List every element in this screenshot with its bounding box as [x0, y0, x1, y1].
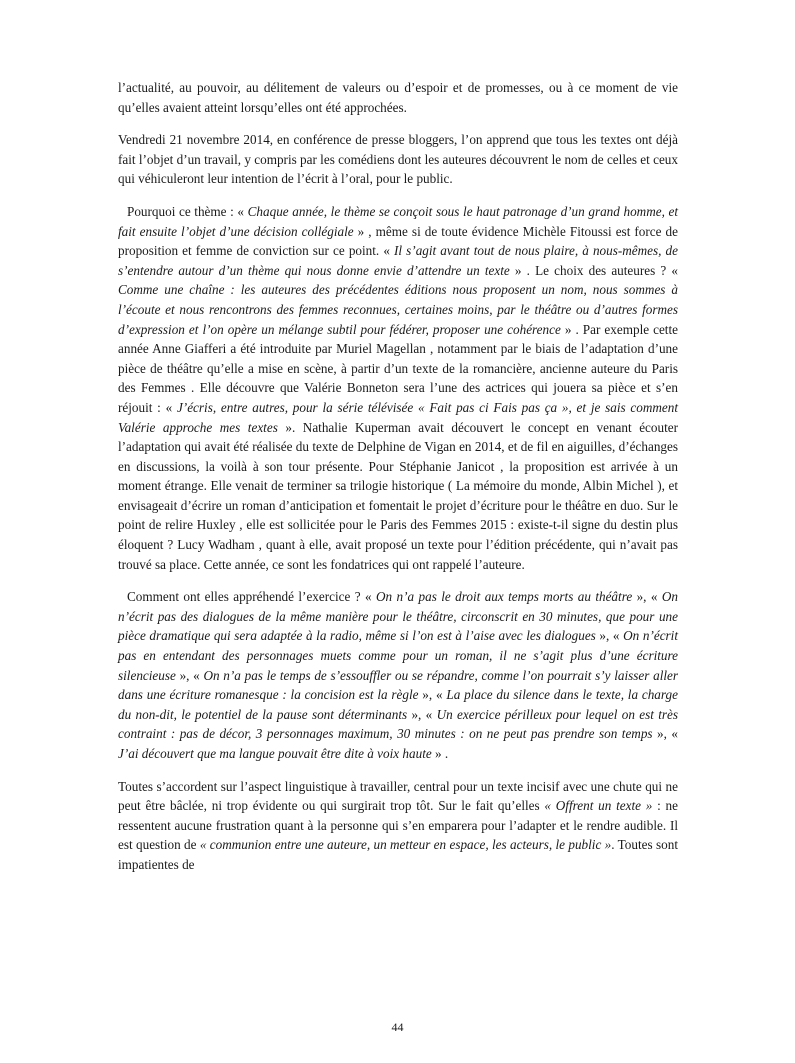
page-number: 44	[391, 1020, 404, 1034]
quoted-text: On n’écrit pas en entendant des personnages muets comme pour un roman, il ne s’agit plus d’une écriture silencieuse	[118, 628, 679, 683]
quoted-text: La place du silence dans le texte, la charge du non-dit, le potentiel de la pause sont déterminants	[118, 687, 678, 722]
para-2	[118, 130, 678, 189]
body-text: » .	[431, 746, 449, 761]
para-3	[118, 202, 678, 574]
body-text: », «	[418, 687, 447, 703]
body-text: ». Nathalie Kuperman avait découvert le concept en venant écouter l’adaptation qui avait été réalisée du texte de Delphine de Vigan en 2014, et de fil en aiguilles, d’échanges en discussions, la voilà à son tour présente. Pour Stéphanie Janicot , la proposition est arrivée à un moment étrange. Elle venait de terminer sa trilogie historique ( La mémoire du monde, Albin Michel ), et envisageait d’écrire un roman d’anticipation et fomentait le projet d’écriture pour le théâtre en duo. Sur le point de relire Huxley , elle est sollicitée pour le Paris des Femmes 2015 : existe-t-il signe du destin plus éloquent ? Lucy Wadham , quant à elle, avait proposé un texte pour l’édition précédente, qui n’avait pas trouvé sa place. Cette année, ce sont les fondatrices qui ont rappelé l’auteure.	[118, 419, 678, 572]
body-text: . Toutes sont impatientes de	[118, 837, 678, 872]
body-text: Vendredi 21 novembre 2014, en conférence de presse bloggers, l’on apprend que tous les textes ont déjà fait l’objet d’un travail, y compris par les comédiens dont les auteures découvrent le nom de celles et ceux qui véhiculeront leur intention de l’écrit à l’oral, pour le public.	[118, 132, 678, 187]
quoted-text: Chaque année, le thème se conçoit sous le haut patronage d’un grand homme, et fait ensuite l’objet d’une décision collégiale	[118, 203, 678, 239]
quoted-text: On n’a pas le temps de s’essouffler ou se répandre, comme l’on pourrait s’y laisser aller dans une écriture romanesque : la concision est la règle	[118, 667, 679, 703]
body-text: » . Le choix des auteures ? «	[509, 262, 678, 278]
quoted-text: On n’a pas le droit aux temps morts au théâtre	[376, 589, 633, 605]
quoted-text: Il s’agit avant tout de nous plaire, à nous-mêmes, de s’entendre autour d’un thème qui nous donne envie d’attendre un texte	[118, 243, 678, 278]
body-text: », «	[175, 667, 204, 683]
quoted-text: Un exercice périlleux pour lequel on est très contraint : pas de décor, 3 personnages maximum, 30 minutes : on ne peut pas prendre son temps	[118, 706, 678, 742]
quoted-text: J’écris, entre autres, pour la série télévisée « Fait pas ci Fais pas ça », et je sais comment Valérie approche mes textes	[118, 399, 678, 435]
para-4	[118, 587, 678, 763]
body-text: », «	[652, 726, 678, 742]
body-text: Pourquoi ce thème : «	[127, 203, 248, 219]
para-1	[118, 78, 678, 117]
body-text: » . Par exemple cette année Anne Giafferi a été introduite par Muriel Magellan , notamment par le biais de l’adaptation d’une pièce de théâtre qu’elle a mise en scène, à partir d’un texte de la romancière, ancienne auteure du Paris des Femmes . Elle découvre que Valérie Bonneton sera l’une des actrices qui jouera sa pièce et s’en réjouit : «	[118, 321, 678, 415]
body-text: l’actualité, au pouvoir, au délitement de valeurs ou d’espoir et de promesses, ou à ce moment de vie qu’elles avaient atteint lorsqu’elles ont été approchées.	[118, 80, 678, 115]
body-text: », «	[595, 628, 624, 644]
quoted-text: On n’écrit pas des dialogues de la même manière pour le théâtre, circonscrit en 30 minutes, que pour une pièce dramatique qui sera adaptée à la radio, même si l’on est à l’aise avec les dialogues	[118, 589, 678, 644]
body-text: », «	[632, 589, 662, 605]
text-body	[118, 78, 678, 888]
body-text: » , même si de toute évidence Michèle Fitoussi est force de proposition et femme de conviction sur ce point. «	[118, 223, 678, 259]
para-5	[118, 777, 678, 875]
body-text: Comment ont elles appréhendé l’exercice ? «	[127, 589, 377, 605]
quoted-text: Comme une chaîne : les auteures des précédentes éditions nous proposent un nom, nous sommes à l’écoute et nous rencontrons des femmes reconnues, certaines moins, par le théâtre ou d’autres formes d’expression et l’on opère un mélange subtil pour fédérer, proposer une cohérence	[118, 282, 678, 337]
quoted-text: « Offrent un texte »	[544, 798, 653, 814]
quoted-text: J’ai découvert que ma langue pouvait être dite à voix haute	[118, 746, 432, 761]
body-text: Toutes s’accordent sur l’aspect linguistique à travailler, central pour un texte incisif avec une chute qui ne peut être bâclée, ni trop évidente ou qui surgirait trop tôt. Sur le fait qu’elles	[118, 778, 678, 814]
body-text: », «	[407, 706, 437, 722]
quoted-text: « communion entre une auteure, un metteur en espace, les acteurs, le public »	[199, 837, 612, 853]
body-text: : ne ressentent aucune frustration quant à la personne qui s’en emparera pour l’adapter et le rendre audible. Il est question de	[118, 798, 678, 853]
